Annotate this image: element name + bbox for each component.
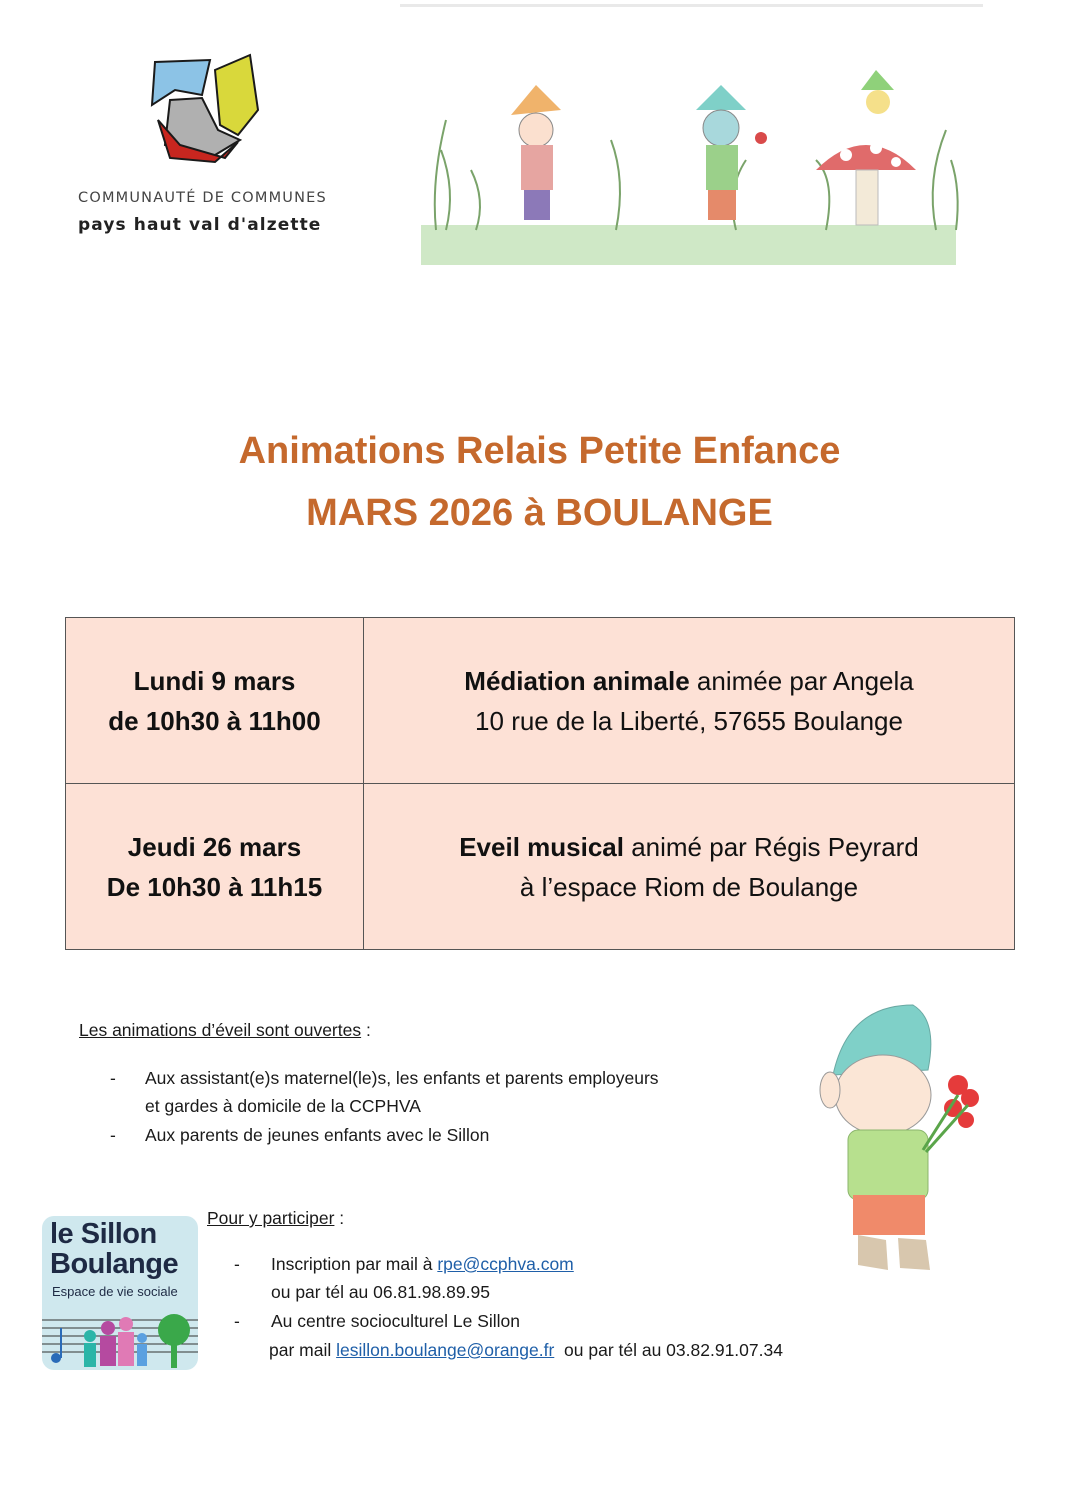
participate-item1-phone: ou par tél au 06.81.98.89.95: [271, 1282, 490, 1302]
open-item1-line2: et gardes à domicile de la CCPHVA: [145, 1096, 421, 1116]
gnome-with-flowers-illustration: [818, 1000, 988, 1280]
org-name-line2: pays haut val d'alzette: [78, 215, 322, 235]
event-time: de 10h30 à 11h00: [108, 705, 321, 736]
participate-heading: Pour y participer :: [207, 1208, 345, 1228]
title-line2: MARS 2026 à BOULANGE: [306, 492, 773, 534]
activity-name: Médiation animale: [464, 665, 690, 696]
participate-item1-prefix: Inscription par mail à: [271, 1254, 438, 1274]
ccphva-logo: [140, 50, 270, 165]
table-row: [66, 618, 1015, 784]
sillon-boulange-logo: [42, 1216, 198, 1370]
activity-place: à l’espace Riom de Boulange: [519, 871, 859, 902]
sillon-email-link[interactable]: lesillon.boulange@orange.fr: [336, 1340, 555, 1360]
list-item: - Aux assistant(e)s maternel(le)s, les enfants et parents employeurs et gardes à domicile de la CCPHVA: [110, 1064, 790, 1120]
activity-host: animé par Régis Peyrard: [623, 831, 919, 862]
sillon-logo-line1: le Sillon: [50, 1218, 157, 1250]
event-date: Jeudi 26 mars: [127, 831, 302, 862]
org-name-line1: COMMUNAUTÉ DE COMMUNES: [78, 190, 327, 206]
gnomes-banner-illustration: [416, 60, 986, 270]
event-date: Lundi 9 mars: [133, 665, 296, 696]
event-time: De 10h30 à 11h15: [106, 871, 323, 902]
rpe-email-link[interactable]: rpe@ccphva.com: [437, 1254, 574, 1274]
sillon-logo-line3: Espace de vie sociale: [52, 1284, 178, 1299]
page-title: [0, 420, 1079, 544]
title-line1: Animations Relais Petite Enfance: [238, 430, 841, 472]
list-item: - Inscription par mail à rpe@ccphva.com ou par tél au 06.81.98.89.95: [234, 1250, 934, 1306]
activity-place: 10 rue de la Liberté, 57655 Boulange: [475, 705, 903, 736]
open-item1-line1: Aux assistant(e)s maternel(le)s, les enfants et parents employeurs: [145, 1068, 659, 1088]
date-cell: [66, 618, 364, 784]
open-heading: Les animations d’éveil sont ouvertes :: [79, 1020, 371, 1040]
date-cell: [66, 784, 364, 950]
sillon-logo-line2: Boulange: [50, 1248, 179, 1280]
activity-cell: [364, 618, 1015, 784]
sillon-people-illustration: [42, 1300, 198, 1370]
participate-item2: Au centre socioculturel Le Sillon: [271, 1311, 521, 1331]
table-row: [66, 784, 1015, 950]
activity-host: animée par Angela: [689, 665, 914, 696]
activity-name: Eveil musical: [459, 831, 624, 862]
schedule-table: [65, 617, 1015, 950]
list-item: - Au centre socioculturel Le Sillon: [234, 1307, 934, 1335]
top-divider: [400, 4, 983, 7]
participate-item2-contact: par mail lesillon.boulange@orange.fr ou par tél au 03.82.91.07.34: [269, 1340, 783, 1360]
open-item2: Aux parents de jeunes enfants avec le Sillon: [145, 1125, 490, 1145]
activity-cell: [364, 784, 1015, 950]
list-item: - Aux parents de jeunes enfants avec le Sillon: [110, 1121, 790, 1149]
